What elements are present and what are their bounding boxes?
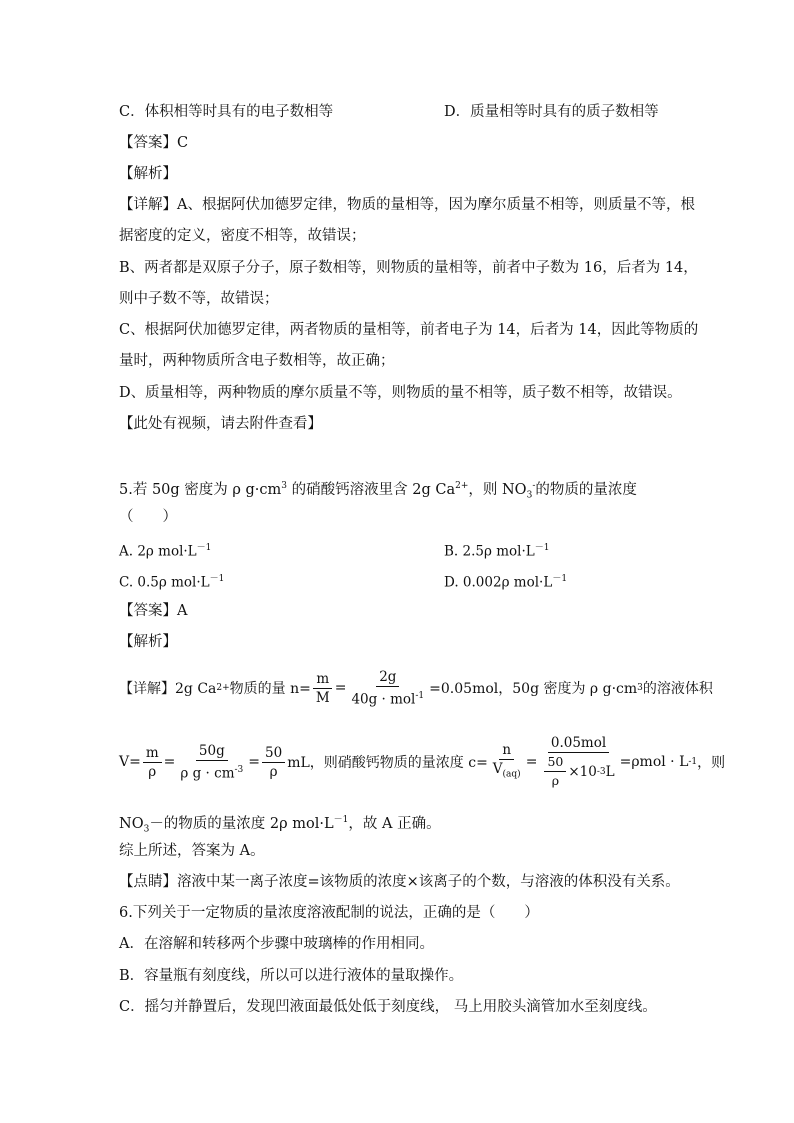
q5-answer-paren: （ ）	[119, 509, 177, 525]
q5-stem: 5.若 50g 密度为 ρ $g\cdot cm^3$ 的硝酸钙溶液里含 2g $Ca^{2+}$，则 $NO_3^-$的物质的量浓度	[119, 481, 637, 501]
q5-detail-formula-2: V= $\frac{m}{\rho}$ = $\frac{50g}{\rho g \cdot cm^{-3}}$ = $\frac{50}{\rho}$ mL，则硝酸钙物质的量浓度 c= $\frac{n}{V_{(aq)}}$ = 0.05mol $\frac{50}{\rho}$ ×10 -3 L =ρmol · L -1 ，则	[119, 735, 726, 788]
q6-option-b: B．容量瓶有刻度线，所以可以进行液体的量取操作。	[119, 968, 464, 984]
q4-detail-line: C、根据阿伏加德罗定律，两者物质的量相等，前者电子为 14，后者为 14，因此等物质的	[119, 322, 699, 338]
q4-detail-line: 量时，两种物质所含电子数相等，故正确；	[119, 353, 395, 369]
q6-option-c: C．摇匀并静置后，发现凹液面最低处低于刻度线， 马上用胶头滴管加水至刻度线。	[119, 999, 657, 1015]
q4-answer: 【答案】C	[119, 135, 189, 151]
q4-analysis-heading: 【解析】	[119, 166, 177, 182]
q5-detail-formula-1: 【详解】2g Ca 2+ 物质的量 n= $\frac{m}{M}$ = $\frac{2g}{40g \cdot mol^{-1}}$ =0.05mol，50g 密度为 ρ g·cm 3 的溶液体积	[119, 668, 713, 708]
q4-detail-line: B、两者都是双原子分子，原子数相等，则物质的量相等，前者中子数为 16，后者为 14，	[119, 260, 698, 276]
q4-detail-line: 据密度的定义，密度不相等，故错误；	[119, 228, 366, 244]
q5-summary: 综上所述，答案为 A。	[119, 843, 265, 859]
q5-analysis-heading: 【解析】	[119, 634, 177, 650]
q5-detail-no3: $NO_3-$的物质的量浓度 2ρ $mol\cdot L^{-1}$，故 A 正确。	[119, 815, 441, 835]
q5-option-d: D. 0.002ρ $mol\cdot L^{-1}$	[444, 574, 568, 591]
q5-key-point: 【点睛】溶液中某一离子浓度=该物质的浓度×该离子的个数，与溶液的体积没有关系。	[119, 874, 680, 890]
q4-detail-line: 【详解】A、根据阿伏加德罗定律，物质的量相等，因为摩尔质量不相等，则质量不等，根	[119, 197, 695, 213]
q6-option-a: A．在溶解和转移两个步骤中玻璃棒的作用相同。	[119, 936, 434, 952]
q5-answer: 【答案】A	[119, 603, 188, 619]
q5-option-c: C. 0.5ρ $mol\cdot L^{-1}$	[119, 574, 225, 591]
q6-stem: 6.下列关于一定物质的量浓度溶液配制的说法，正确的是（ ）	[119, 905, 539, 921]
q4-option-c: C．体积相等时具有的电子数相等	[119, 104, 334, 120]
q4-detail-line: D、质量相等，两种物质的摩尔质量不等，则物质的量不相等，质子数不相等，故错误。	[119, 385, 682, 401]
q4-option-d: D．质量相等时具有的质子数相等	[444, 104, 659, 120]
q4-detail-line: 则中子数不等，故错误；	[119, 291, 279, 307]
q5-option-b: B. 2.5ρ $mol\cdot L^{-1}$	[444, 543, 550, 560]
video-note: 【此处有视频，请去附件查看】	[119, 416, 322, 432]
q5-option-a: A. 2ρ $mol\cdot L^{-1}$	[119, 543, 212, 560]
